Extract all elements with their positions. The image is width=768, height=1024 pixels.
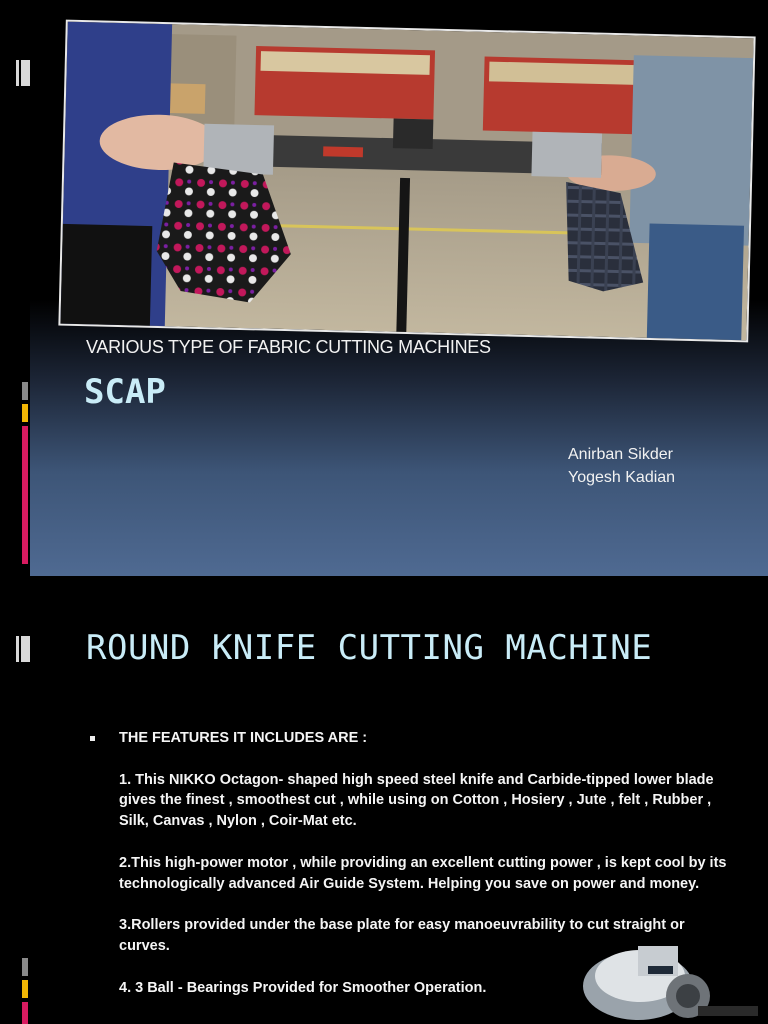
feature-item: 1. This NIKKO Octagon- shaped high speed steel knife and Carbide-tipped lower blade gives the finest , smoothest cut , while using on Cotton , Hosiery , Jute , felt , Rubber , Silk, Canvas , Nylon , Coir-Mat etc.	[119, 771, 714, 830]
accent-bar-pink	[22, 426, 28, 564]
bullet-marker	[90, 736, 95, 741]
presentation-title: SCAP	[84, 372, 166, 412]
feature-item: 4. 3 Ball - Bearings Provided for Smoother Operation.	[119, 979, 487, 996]
slide-tab-icon	[16, 60, 30, 86]
accent-bar-yellow	[22, 980, 28, 998]
presentation-subtitle: VARIOUS TYPE OF FABRIC CUTTING MACHINES	[86, 337, 491, 357]
round-knife-machine-image	[578, 926, 768, 1024]
feature-heading: THE FEATURES IT INCLUDES ARE :	[119, 730, 368, 746]
left-strip	[0, 576, 30, 1024]
slide-tab-icon	[16, 636, 30, 662]
author-name: Yogesh Kadian	[568, 469, 676, 486]
slide-title: ROUND KNIFE CUTTING MACHINE	[86, 628, 653, 668]
feature-item: 2.This high-power motor , while providing an excellent cutting power , is kept cool by its technologically advanced Air Guide System. Helping you save on power and money.	[119, 854, 727, 892]
author-name: Anirban Sikder	[568, 446, 673, 463]
feature-item: 3.Rollers provided under the base plate for easy manoeuvrability to cut straight or curves.	[119, 917, 685, 954]
factory-photo	[58, 20, 755, 343]
accent-bar-gray	[22, 958, 28, 976]
slide-round-knife	[0, 576, 768, 1024]
left-strip	[0, 0, 30, 576]
accent-bar-gray	[22, 382, 28, 400]
accent-bar-yellow	[22, 404, 28, 422]
accent-bar-pink	[22, 1002, 28, 1024]
